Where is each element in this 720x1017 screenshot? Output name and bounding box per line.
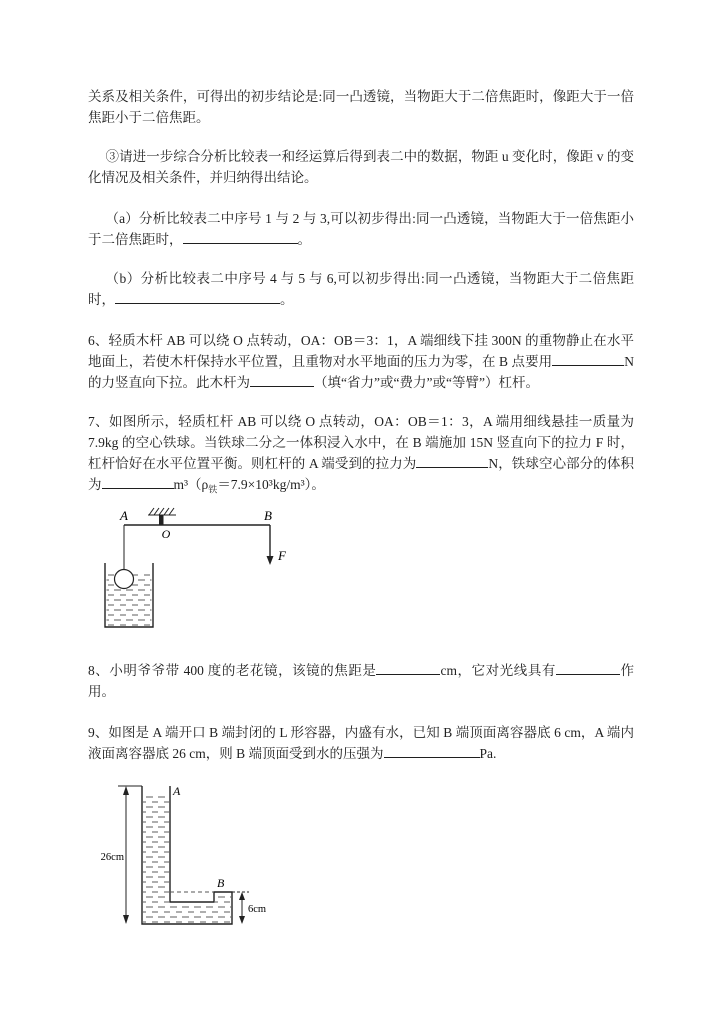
container-water <box>143 794 231 923</box>
question-9 <box>88 722 634 764</box>
q8-text-1: 8、小明爷爷带 400 度的老花镜，该镜的焦距是 <box>88 662 377 678</box>
q6-text-3: （填“省力”或“费力”或“等臂”）杠杆。 <box>314 375 539 390</box>
q9-answer-blank <box>384 744 480 758</box>
document-content <box>88 86 634 945</box>
q6-answer-blank-2 <box>250 373 314 387</box>
q7-text-3: m³（ρ <box>173 477 209 492</box>
q6-text-2: N 的力竖直向下拉。此木杆为 <box>88 354 634 390</box>
q7-text-4: ＝7.9×10³kg/m³）。 <box>217 477 325 492</box>
item-a-text: （a）分析比较表二中序号 1 与 2 与 3,可以初步得出:同一凸透镜，当物距大于一倍焦距小于二倍焦距时， <box>88 211 634 247</box>
dim-6cm-arrow <box>232 892 249 924</box>
lever-end-b-label: B <box>264 507 272 523</box>
iron-ball <box>115 569 134 588</box>
q8-answer-blank-2 <box>556 661 620 675</box>
q7-rho-subscript: 铁 <box>208 484 218 495</box>
item-b-answer-blank <box>115 290 280 304</box>
dim-6cm-label: 6cm <box>248 903 267 915</box>
force-arrow <box>267 525 274 565</box>
lever-figure <box>102 507 634 648</box>
container-b-label: B <box>217 875 225 890</box>
force-f-label: F <box>278 547 286 563</box>
pivot-pin <box>159 515 164 525</box>
pivot-hatching <box>148 508 176 515</box>
paragraph-conclusion: 关系及相关条件，可得出的初步结论是:同一凸透镜，当物距大于二倍焦距时，像距大于一倍焦距小于二倍焦距。 <box>88 89 634 125</box>
l-container-diagram <box>98 774 298 939</box>
question-7 <box>88 411 634 501</box>
q9-text-1: 9、如图是 A 端开口 B 端封闭的 L 形容器，内盛有水，已知 B 端顶面离容器底 6 cm，A 端内液面离容器底 26 cm，则 B 端顶面受到水的压强为 <box>88 724 634 761</box>
item-a-period: 。 <box>297 232 311 247</box>
lever-diagram <box>102 507 332 642</box>
item-b-period: 。 <box>280 292 294 307</box>
pivot-o-label: O <box>161 526 171 541</box>
q7-text-2: N，铁球空心部分的体积为 <box>88 456 634 492</box>
paragraph-analysis-step3: ③请进一步综合分析比较表一和经运算后得到表二中的数据，物距 u 变化时，像距 v 的变化情况及相关条件，并归纳得出结论。 <box>88 149 634 185</box>
question-8 <box>88 660 634 702</box>
q7-answer-blank-1 <box>416 454 488 468</box>
q6-answer-blank-1 <box>552 352 624 366</box>
item-a-answer-blank <box>183 230 298 244</box>
q6-text-1: 6、轻质木杆 AB 可以绕 O 点转动，OA：OB＝3：1，A 端细线下挂 300N 的重物静止在水平地面上，若使木杆保持水平位置，且重物对水平地面的压力为零，在 B 点要用 <box>88 333 634 369</box>
q7-answer-blank-2 <box>102 475 174 489</box>
q8-text-2: cm，它对光线具有 <box>440 662 556 678</box>
q8-answer-blank-1 <box>376 661 440 675</box>
q8-text-3: 作用。 <box>88 662 635 699</box>
container-figure <box>98 774 634 945</box>
lever-end-a-label: A <box>120 507 128 523</box>
item-a <box>88 208 634 250</box>
container-a-label: A <box>173 783 181 798</box>
dim-26cm-label: 26cm <box>100 851 124 863</box>
q9-text-2: Pa. <box>479 745 497 761</box>
item-b-text: （b）分析比较表二中序号 4 与 5 与 6,可以初步得出:同一凸透镜，当物距大于二倍焦距时， <box>88 271 634 307</box>
item-b <box>88 268 634 310</box>
q7-text-1: 7、如图所示，轻质杠杆 AB 可以绕 O 点转动，OA：OB＝1：3，A 端用细线悬挂一质量为 7.9kg 的空心铁球。当铁球二分之一体积浸入水中，在 B 端施加 15N 竖直向下的拉力 F 时，杠杆恰好在水平位置平衡。则杠杆的 A 端受到的拉力为 <box>88 414 634 471</box>
question-6 <box>88 330 634 393</box>
